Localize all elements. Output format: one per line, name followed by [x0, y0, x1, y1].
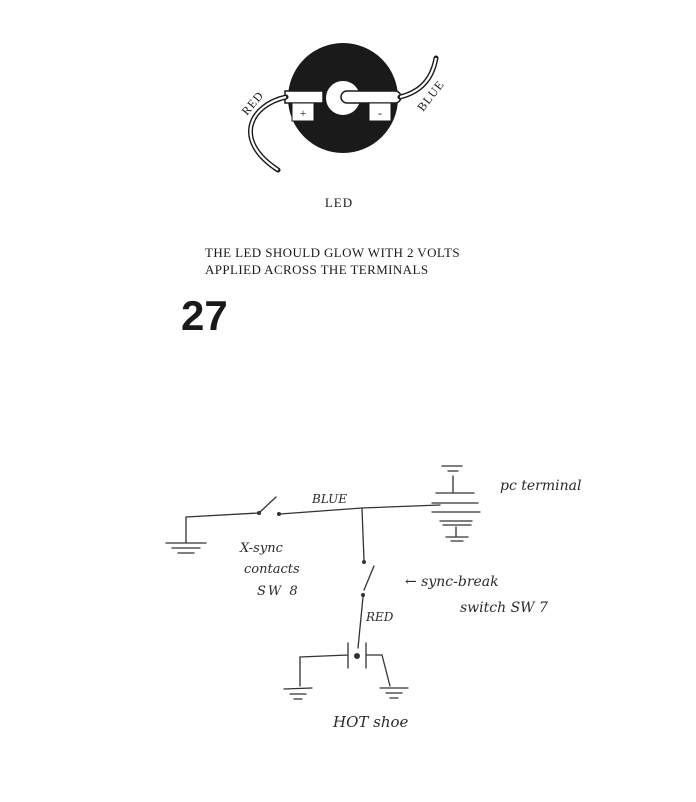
syncbreak-note-line-2: switch SW 7 — [460, 600, 548, 616]
hot-shoe-left-ground — [284, 688, 312, 699]
blue-wire-note: BLUE — [312, 492, 348, 506]
led-right-lead — [341, 91, 401, 103]
pc-terminal-bottom-mark — [446, 537, 468, 541]
pc-terminal-plate-4 — [440, 521, 472, 525]
red-wire-label: RED — [238, 88, 267, 118]
hot-shoe-right-leg — [382, 655, 390, 686]
xsync-note-line-1: X-sync — [240, 541, 283, 556]
hot-shoe-center-pin — [354, 653, 360, 659]
syncbreak-switch-blade — [364, 566, 374, 590]
pc-terminal-top-mark — [442, 466, 462, 471]
blue-wire-label: BLUE — [414, 77, 448, 114]
led-left-lead — [285, 91, 323, 103]
branch-wire-lower — [358, 597, 363, 648]
hot-shoe-left-contact — [300, 643, 348, 668]
pc-terminal-note: pc terminal — [500, 478, 582, 494]
ground-to-switch-wire — [186, 513, 258, 517]
figure-number: 27 — [181, 292, 228, 339]
led-caption: LED — [324, 195, 354, 210]
flash-schematic — [166, 466, 581, 731]
syncbreak-contact-top — [362, 560, 366, 564]
led-illustration — [239, 58, 448, 170]
led-note-line-1: THE LED SHOULD GLOW WITH 2 VOLTS — [205, 245, 460, 260]
branch-wire-upper — [362, 509, 364, 560]
xsync-switch-blade — [260, 497, 276, 512]
xsync-note-line-3: SW 8 — [257, 584, 300, 599]
xsync-note-line-2: contacts — [244, 562, 300, 577]
minus-terminal-label: - — [378, 106, 382, 120]
left-ground-symbol — [166, 543, 206, 553]
led-note-line-2: APPLIED ACROSS THE TERMINALS — [205, 262, 429, 277]
red-wire-note: RED — [366, 610, 394, 624]
plus-terminal-label: + — [299, 106, 307, 120]
syncbreak-note-line-1: ← sync-break — [405, 574, 499, 590]
hot-shoe-right-contact — [366, 643, 382, 668]
hot-shoe-right-ground — [380, 688, 408, 698]
main-wire — [280, 505, 440, 514]
hot-shoe-note: HOT shoe — [333, 713, 409, 731]
